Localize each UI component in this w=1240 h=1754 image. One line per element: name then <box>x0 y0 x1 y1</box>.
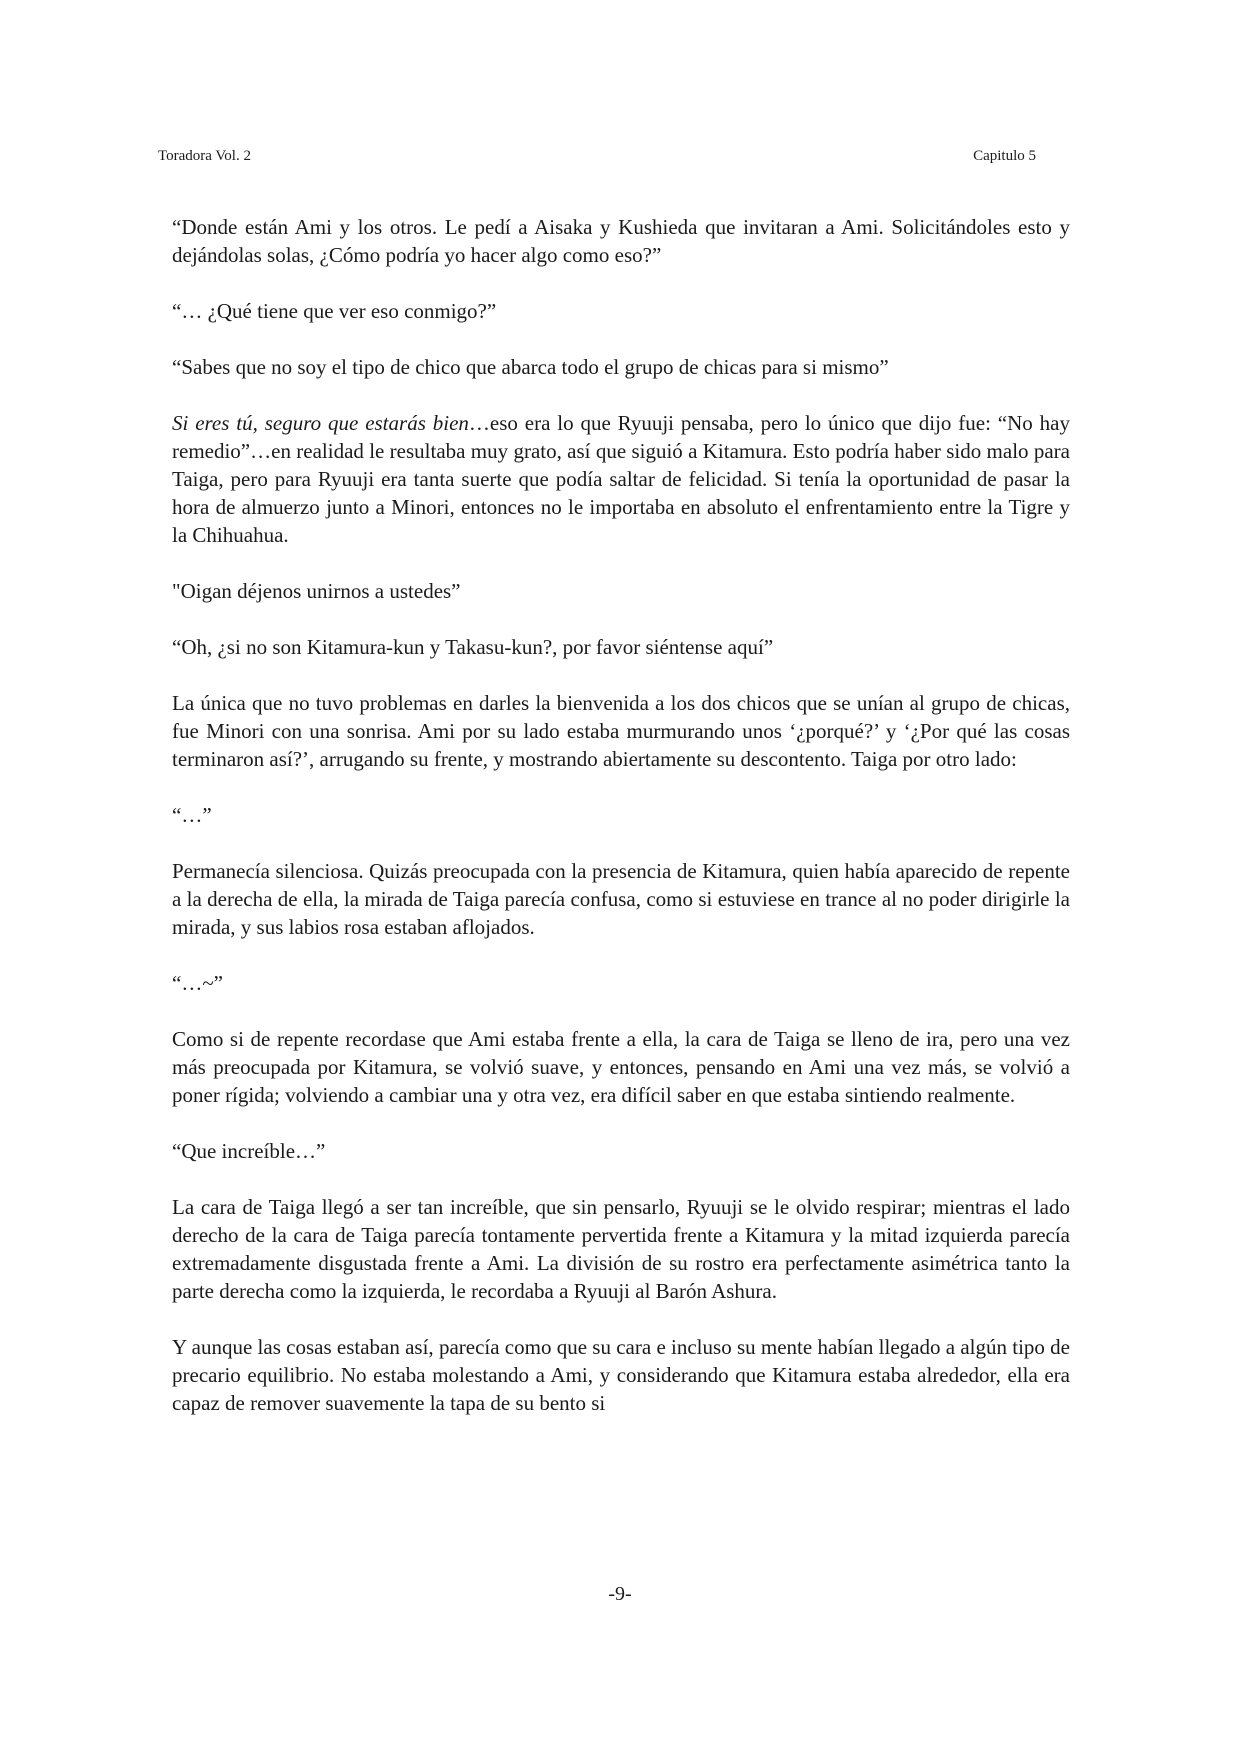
paragraph: “…~” <box>172 971 224 995</box>
page-number: -9- <box>608 1583 632 1605</box>
running-header <box>158 146 1036 166</box>
paragraph: “… ¿Qué tiene que ver eso conmigo?” <box>172 299 497 323</box>
paragraph: “…” <box>172 803 212 827</box>
paragraph: Permanecía silenciosa. Quizás preocupada con la presencia de Kitamura, quien había aparecido de repente a la derecha de ella, la mirada de Taiga parecía confusa, como si estuviese en trance al no poder dirigirle la mirada, y sus labios rosa estaban aflojados. <box>172 859 1070 939</box>
body-text <box>172 213 1070 1417</box>
header-chapter: Capitulo 5 <box>973 148 1036 164</box>
italic-phrase: Si eres tú, seguro que estarás bien <box>172 411 469 435</box>
paragraph: “Donde están Ami y los otros. Le pedí a Aisaka y Kushieda que invitaran a Ami. Solicitándoles esto y dejándolas solas, ¿Cómo podría yo hacer algo como eso?” <box>172 215 1070 267</box>
paragraph: La única que no tuvo problemas en darles la bienvenida a los dos chicos que se unían al grupo de chicas, fue Minori con una sonrisa. Ami por su lado estaba murmurando unos ‘¿porqué?’ y ‘¿Por qué las cosas terminaron así?’, arrugando su frente, y mostrando abiertamente su descontento. Taiga por otro lado: <box>172 691 1070 771</box>
paragraph: "Oigan déjenos unirnos a ustedes” <box>172 579 461 603</box>
paragraph: “Sabes que no soy el tipo de chico que abarca todo el grupo de chicas para si mismo” <box>172 355 889 379</box>
paragraph: La cara de Taiga llegó a ser tan increíble, que sin pensarlo, Ryuuji se le olvido respirar; mientras el lado derecho de la cara de Taiga parecía tontamente pervertida frente a Kitamura y la mitad izquierda parecía extremadamente disgustada frente a Ami. La división de su rostro era perfectamente asimétrica tanto la parte derecha como la izquierda, le recordaba a Ryuuji al Barón Ashura. <box>172 1195 1070 1303</box>
header-book-title: Toradora Vol. 2 <box>158 148 251 164</box>
paragraph: “Oh, ¿si no son Kitamura-kun y Takasu-kun?, por favor siéntense aquí” <box>172 635 774 659</box>
paragraph: “Que increíble…” <box>172 1139 326 1163</box>
paragraph: Como si de repente recordase que Ami estaba frente a ella, la cara de Taiga se lleno de ira, pero una vez más preocupada por Kitamura, se volvió suave, y entonces, pensando en Ami una vez más, se volvió a poner rígida; volviendo a cambiar una y otra vez, era difícil saber en que estaba sintiendo realmente. <box>172 1027 1070 1107</box>
paragraph: Y aunque las cosas estaban así, parecía como que su cara e incluso su mente habían llegado a algún tipo de precario equilibrio. No estaba molestando a Ami, y considerando que Kitamura estaba alrededor, ella era capaz de remover suavemente la tapa de su bento si <box>172 1335 1070 1415</box>
paragraph: Si eres tú, seguro que estarás bien…eso era lo que Ryuuji pensaba, pero lo único que dijo fue: “No hay remedio”…en realidad le resultaba muy grato, así que siguió a Kitamura. Esto podría haber sido malo para Taiga, pero para Ryuuji era tanta suerte que podía saltar de felicidad. Si tenía la oportunidad de pasar la hora de almuerzo junto a Minori, entonces no le importaba en absoluto el enfrentamiento entre la Tigre y la Chihuahua. <box>172 411 1070 547</box>
